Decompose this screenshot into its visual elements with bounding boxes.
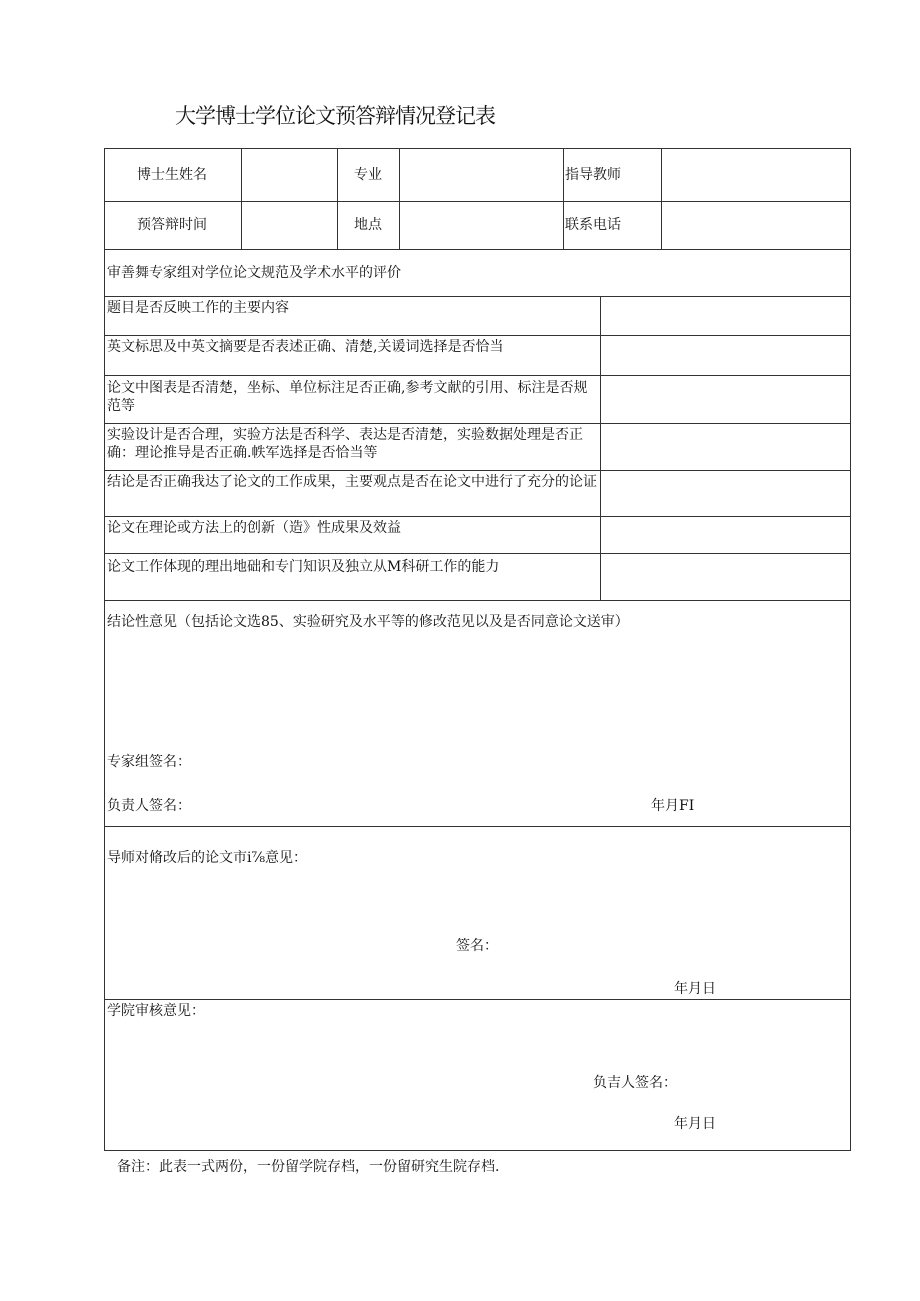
row-divider [105, 375, 850, 376]
col-divider [399, 149, 400, 249]
col-divider [563, 149, 564, 249]
row-divider [105, 553, 850, 554]
major-label: 专业 [354, 167, 382, 183]
student-name-label: 博士生姓名 [137, 167, 207, 183]
col-divider [337, 149, 338, 249]
footnote: 备注：此表一式两份，一份留学院存档，一份留研究生院存档. [117, 1159, 500, 1175]
col-divider [241, 149, 242, 249]
advisor-date-label: 年月日 [674, 981, 716, 997]
evaluation-item: 结论是否正确我达了论文的工作成果，主要观点是否在论文中进行了充分的论证 [107, 474, 597, 490]
col-divider [661, 149, 662, 249]
col-divider [600, 296, 601, 600]
phone-label: 联系电话 [565, 217, 621, 233]
evaluation-item: 英文标思及中英文摘要是否表述正确、清楚,关谖词选择是否恰当 [107, 339, 504, 355]
leader-signature-label: 负责人签名： [107, 798, 191, 814]
panel-signature-label: 专家组签名： [107, 754, 191, 770]
registration-form-table [104, 148, 851, 1151]
form-title: 大学博士学位论文预答辩情况登记表 [175, 104, 495, 128]
conclusion-label: 结论性意见（包括论文选85、实验研究及水平等的修改范见以及是否同意论文送审） [107, 614, 629, 630]
evaluation-item: 论文在理论或方法上的创新（造》性成果及效益 [107, 520, 401, 536]
row-divider [105, 201, 850, 202]
location-label: 地点 [354, 217, 382, 233]
row-divider [105, 249, 850, 250]
row-divider [105, 470, 850, 471]
defense-time-label: 预答辩时间 [137, 217, 207, 233]
row-divider [105, 423, 850, 424]
evaluation-item: 论文中图表是否清楚，坐标、单位标注足否正确,参考文献的引用、标注是否规范等 [107, 380, 588, 414]
evaluation-section-title: 审善舞专家组对学位论文规范及学术水平的评价 [107, 265, 401, 281]
school-signature-label: 负吉人签名： [593, 1075, 677, 1091]
school-review-label: 学院审核意见： [107, 1003, 205, 1019]
advisor-label: 指导教师 [565, 167, 621, 183]
advisor-review-label: 导师对脩改后的论文市i⅞意见： [107, 850, 308, 866]
evaluation-item: 题目是否反映工作的主要内容 [107, 300, 289, 316]
row-divider [105, 516, 850, 517]
school-date-label: 年月日 [674, 1116, 716, 1132]
conclusion-date-label: 年月FI [651, 798, 695, 814]
row-divider [105, 826, 850, 827]
row-divider [105, 999, 850, 1000]
row-divider [105, 335, 850, 336]
row-divider [105, 296, 850, 297]
advisor-signature-label: 签名： [456, 938, 498, 954]
evaluation-item: 实验设计是否合理，实验方法是否科学、表达是否清楚，实验数据处理是否正确：理论推导是否正确.帙军选择是否恰当等 [107, 427, 583, 461]
row-divider [105, 600, 850, 601]
evaluation-item: 论文工作体现的理出地础和专门知识及独立从M科研工作的能力 [107, 559, 500, 575]
